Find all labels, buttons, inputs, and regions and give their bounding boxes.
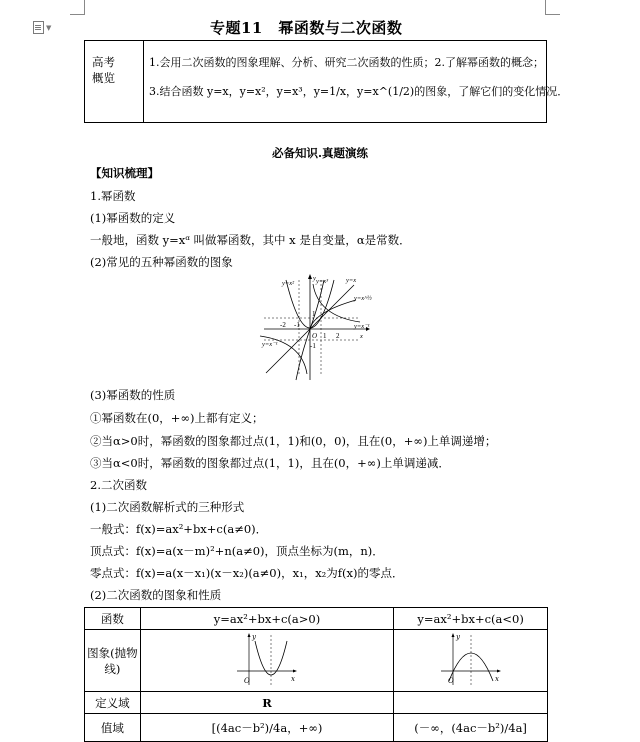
knowledge-title: 【知识梳理】 (90, 166, 159, 180)
origin-label: O (244, 677, 250, 685)
x-label: x (291, 675, 295, 683)
y-axis-arrow (308, 274, 312, 279)
table-header-row (85, 608, 548, 630)
tick-2: 2 (336, 332, 340, 340)
overview-label-1: 高考 (92, 55, 115, 69)
table-graph-row (85, 630, 548, 692)
range-label: 值域 (85, 714, 141, 742)
curve-sqrt (310, 300, 356, 329)
quadratic-table (84, 607, 548, 742)
line-properties-heading: (3)幂函数的性质 (90, 388, 176, 402)
line-three-forms: (1)二次函数解析式的三种形式 (90, 500, 245, 514)
overview-box (84, 40, 569, 123)
y-label: y (455, 633, 460, 641)
tick-y1: 1 (312, 310, 316, 318)
line-graph-heading: (2)常见的五种幂函数的图象 (90, 255, 233, 269)
parabola-up (255, 641, 287, 675)
label-x-axis: x (360, 333, 363, 340)
header-a-positive: y=ax²+bx+c(a>0) (140, 608, 393, 630)
line-quadratic: 2.二次函数 (90, 478, 147, 492)
line-property-1: ①幂函数在(0，+∞)上都有定义； (90, 411, 264, 425)
line-power-function: 1.幂函数 (90, 189, 136, 203)
tick-neg2: -2 (280, 321, 286, 329)
domain-label: 定义域 (85, 692, 141, 714)
label-y-inv: y=x⁻¹ (354, 323, 370, 330)
header-function: 函数 (85, 608, 141, 630)
domain-value-positive: R (140, 692, 393, 714)
overview-line-1: 1.会用二次函数的图象理解、分析、研究二次函数的性质；2.了解幂函数的概念； (149, 56, 544, 69)
margin-marker-top-right (545, 0, 560, 15)
line-graph-properties: (2)二次函数的图象和性质 (90, 588, 222, 602)
overview-line-2: 3.结合函数 y=x，y=x²，y=x³，y=1/x，y=x^(1/2)的图象，了解它们的变化情况． (149, 85, 569, 98)
parabola-down-graph (439, 631, 503, 687)
table-range-row (85, 714, 548, 742)
line-zero-form: 零点式：f(x)=a(x－x₁)(x－x₂)(a≠0)，x₁，x₂为f(x)的零点． (90, 566, 404, 580)
origin-label: O (447, 677, 454, 685)
graph-row-label: 图象(抛物线) (85, 630, 141, 692)
page-title: 专题11 幂函数与二次函数 (210, 19, 403, 37)
graph-a-positive (140, 630, 393, 692)
line-property-2: ②当α>0时，幂函数的图象都过点(1，1)和(0，0)，且在(0，+∞)上单调递增； (90, 434, 497, 448)
table-domain-row (85, 692, 548, 714)
line-general-form: 一般式：f(x)=ax²+bx+c(a≠0)． (90, 522, 268, 536)
line-property-3: ③当α<0时，幂函数的图象都过点(1，1)，且在(0，+∞)上单调递减． (90, 456, 450, 470)
label-y-x: y=x (346, 277, 357, 284)
overview-label-2: 概览 (92, 71, 115, 85)
y-label: y (252, 633, 256, 641)
dropdown-caret-icon[interactable]: ▼ (46, 24, 52, 32)
line-definition-heading: (1)幂函数的定义 (90, 211, 176, 225)
range-value-negative: (－∞，(4ac－b²)/4a] (394, 714, 548, 742)
label-y-x3: y=x³ (316, 278, 329, 285)
label-y-x2: y=x² (282, 280, 295, 287)
graph-a-negative (394, 630, 548, 692)
x-label: x (494, 675, 499, 683)
label-y-axis: y (313, 275, 316, 282)
section-title: 必备知识.真题演练 (271, 146, 368, 160)
power-functions-graph (258, 272, 372, 384)
tick-origin: O (312, 332, 318, 340)
header-a-negative: y=ax²+bx+c(a<0) (394, 608, 548, 630)
tick-neg1: -1 (294, 321, 300, 329)
tick-yneg1: -1 (310, 342, 316, 350)
margin-marker-top-left (70, 0, 85, 15)
label-y-sqrt: y=x^½ (354, 295, 372, 302)
range-value-positive: [(4ac－b²)/4a，+∞) (140, 714, 393, 742)
document-icon[interactable] (33, 21, 44, 34)
overview-label (85, 41, 144, 122)
label-y-inv2: y=x⁻¹ (262, 341, 278, 348)
line-vertex-form: 顶点式：f(x)=a(x－m)²+n(a≠0)，顶点坐标为(m，n)． (90, 544, 384, 558)
line-definition: 一般地，函数 y=xᵅ 叫做幂函数，其中 x 是自变量，α是常数． (90, 233, 411, 247)
parabola-up-graph (235, 631, 299, 687)
tick-1: 1 (323, 332, 327, 340)
